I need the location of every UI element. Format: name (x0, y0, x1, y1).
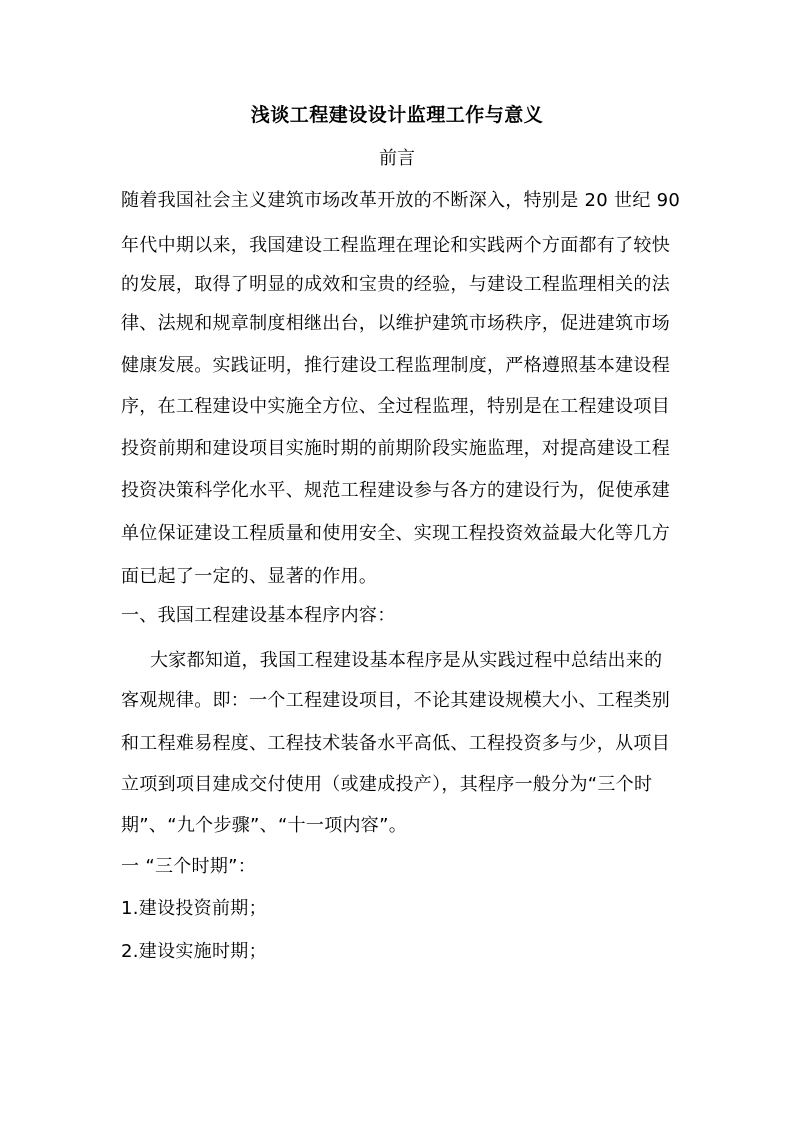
paragraph-line: 和工程难易程度、工程技术装备水平高低、工程投资多与少，从项目 (121, 733, 670, 754)
subsection-heading: 一 “三个时期”： (121, 856, 257, 877)
list-item: 2.建设实施时期； (121, 941, 267, 962)
section-heading: 一、我国工程建设基本程序内容： (121, 605, 396, 626)
paragraph-line: 律、法规和规章制度相继出台，以维护建筑市场秩序，促进建筑市场 (121, 313, 670, 334)
paragraph-line: 序，在工程建设中实施全方位、全过程监理，特别是在工程建设项目 (121, 396, 670, 417)
paragraph-line: 健康发展。实践证明，推行建设工程监理制度，严格遵照基本建设程 (121, 355, 670, 376)
paragraph-line: 立项到项目建成交付使用（或建成投产），其程序一般分为“三个时 (121, 774, 653, 795)
paragraph-line: 面已起了一定的、显著的作用。 (121, 566, 378, 587)
paragraph-line: 的发展，取得了明显的成效和宝贵的经验，与建设工程监理相关的法 (121, 274, 670, 295)
document-title: 浅谈工程建设设计监理工作与意义 (250, 104, 544, 126)
paragraph-line: 单位保证建设工程质量和使用安全、实现工程投资效益最大化等几方 (121, 523, 670, 544)
paragraph-line: 客观规律。即：一个工程建设项目，不论其建设规模大小、工程类别 (121, 690, 670, 711)
paragraph-line: 期”、“九个步骤”、“十一项内容”。 (121, 815, 408, 836)
list-item: 1.建设投资前期； (121, 898, 267, 919)
document-subtitle: 前言 (379, 148, 415, 169)
paragraph-line: 投资前期和建设项目实施时期的前期阶段实施监理，对提高建设工程 (121, 438, 670, 459)
paragraph-line: 年代中期以来，我国建设工程监理在理论和实践两个方面都有了较快 (121, 235, 670, 256)
paragraph-line: 投资决策科学化水平、规范工程建设参与各方的建设行为，促使承建 (121, 480, 670, 501)
paragraph-line: 大家都知道，我国工程建设基本程序是从实践过程中总结出来的 (150, 650, 663, 671)
paragraph-line: 随着我国社会主义建筑市场改革开放的不断深入，特别是 20 世纪 90 (121, 190, 681, 211)
